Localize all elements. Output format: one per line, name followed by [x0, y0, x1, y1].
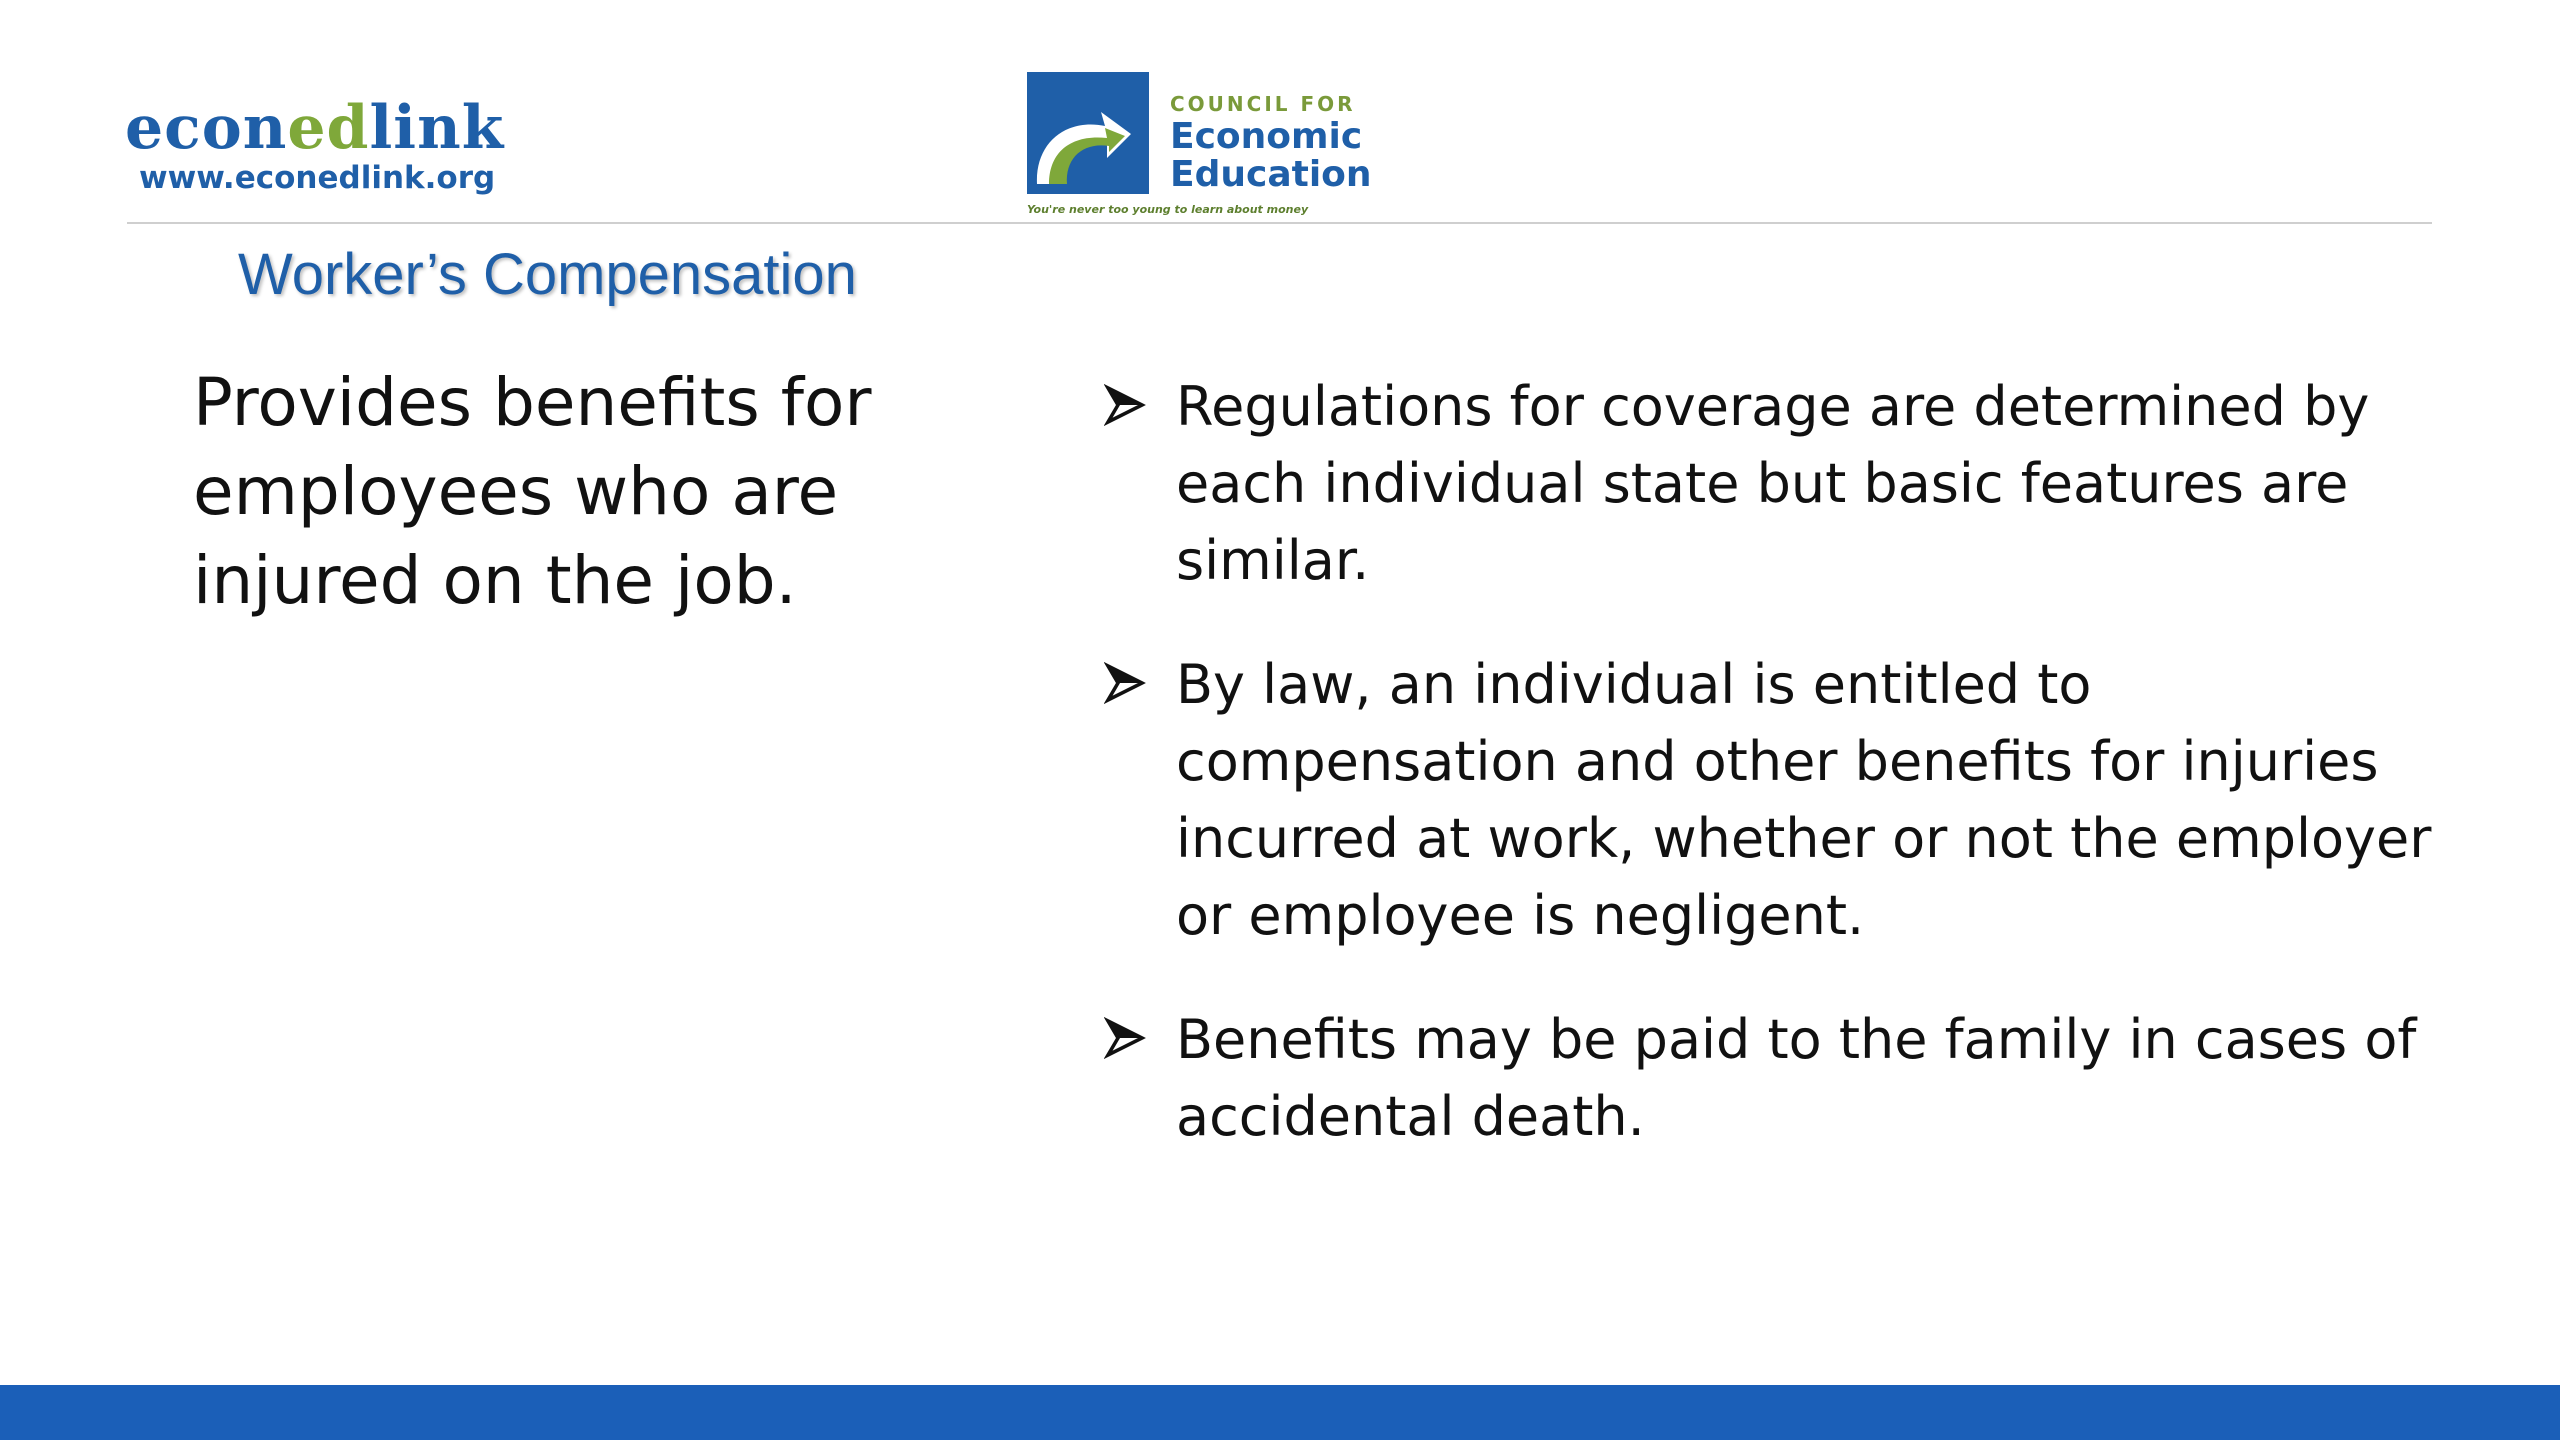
wordmark-ed: ed — [287, 93, 370, 163]
bullet-text: By law, an individual is entitled to compensation and other benefits for injuries incurred at work, whether or not the employer or employee is negligent. — [1176, 653, 2432, 947]
definition-text: Provides benefits for employees who are injured on the job. — [193, 364, 872, 619]
slide-title: Worker’s Compensation — [238, 242, 857, 307]
bullet-text: Regulations for coverage are determined by each individual state but basic features are similar. — [1176, 375, 2370, 592]
arrowhead-bullet-icon — [1104, 384, 1146, 426]
footer-bar — [0, 1385, 2560, 1440]
wordmark-econ: econ — [125, 93, 288, 163]
bullet-text: Benefits may be paid to the family in cases of accidental death. — [1176, 1008, 2417, 1148]
wordmark-link: link — [369, 93, 505, 163]
econedlink-wordmark — [125, 93, 545, 163]
cee-tagline: You're never too young to learn about money — [1027, 203, 1309, 216]
arrowhead-bullet-icon — [1104, 1017, 1146, 1059]
econedlink-logo — [125, 93, 545, 198]
arrowhead-bullet-icon — [1104, 662, 1146, 704]
bullet-item — [1100, 368, 2440, 599]
arrow-swoosh-icon — [1027, 72, 1149, 194]
cee-logo — [1027, 72, 1372, 224]
cee-council-for: COUNCIL FOR — [1170, 92, 1356, 116]
cee-education: Education — [1170, 154, 1372, 195]
bullet-list — [1100, 368, 2440, 1202]
econedlink-url: www.econedlink.org — [139, 160, 496, 196]
header-divider — [127, 222, 2432, 224]
bullet-item — [1100, 646, 2440, 954]
bullet-item — [1100, 1001, 2440, 1155]
cee-economic: Economic — [1170, 116, 1363, 157]
